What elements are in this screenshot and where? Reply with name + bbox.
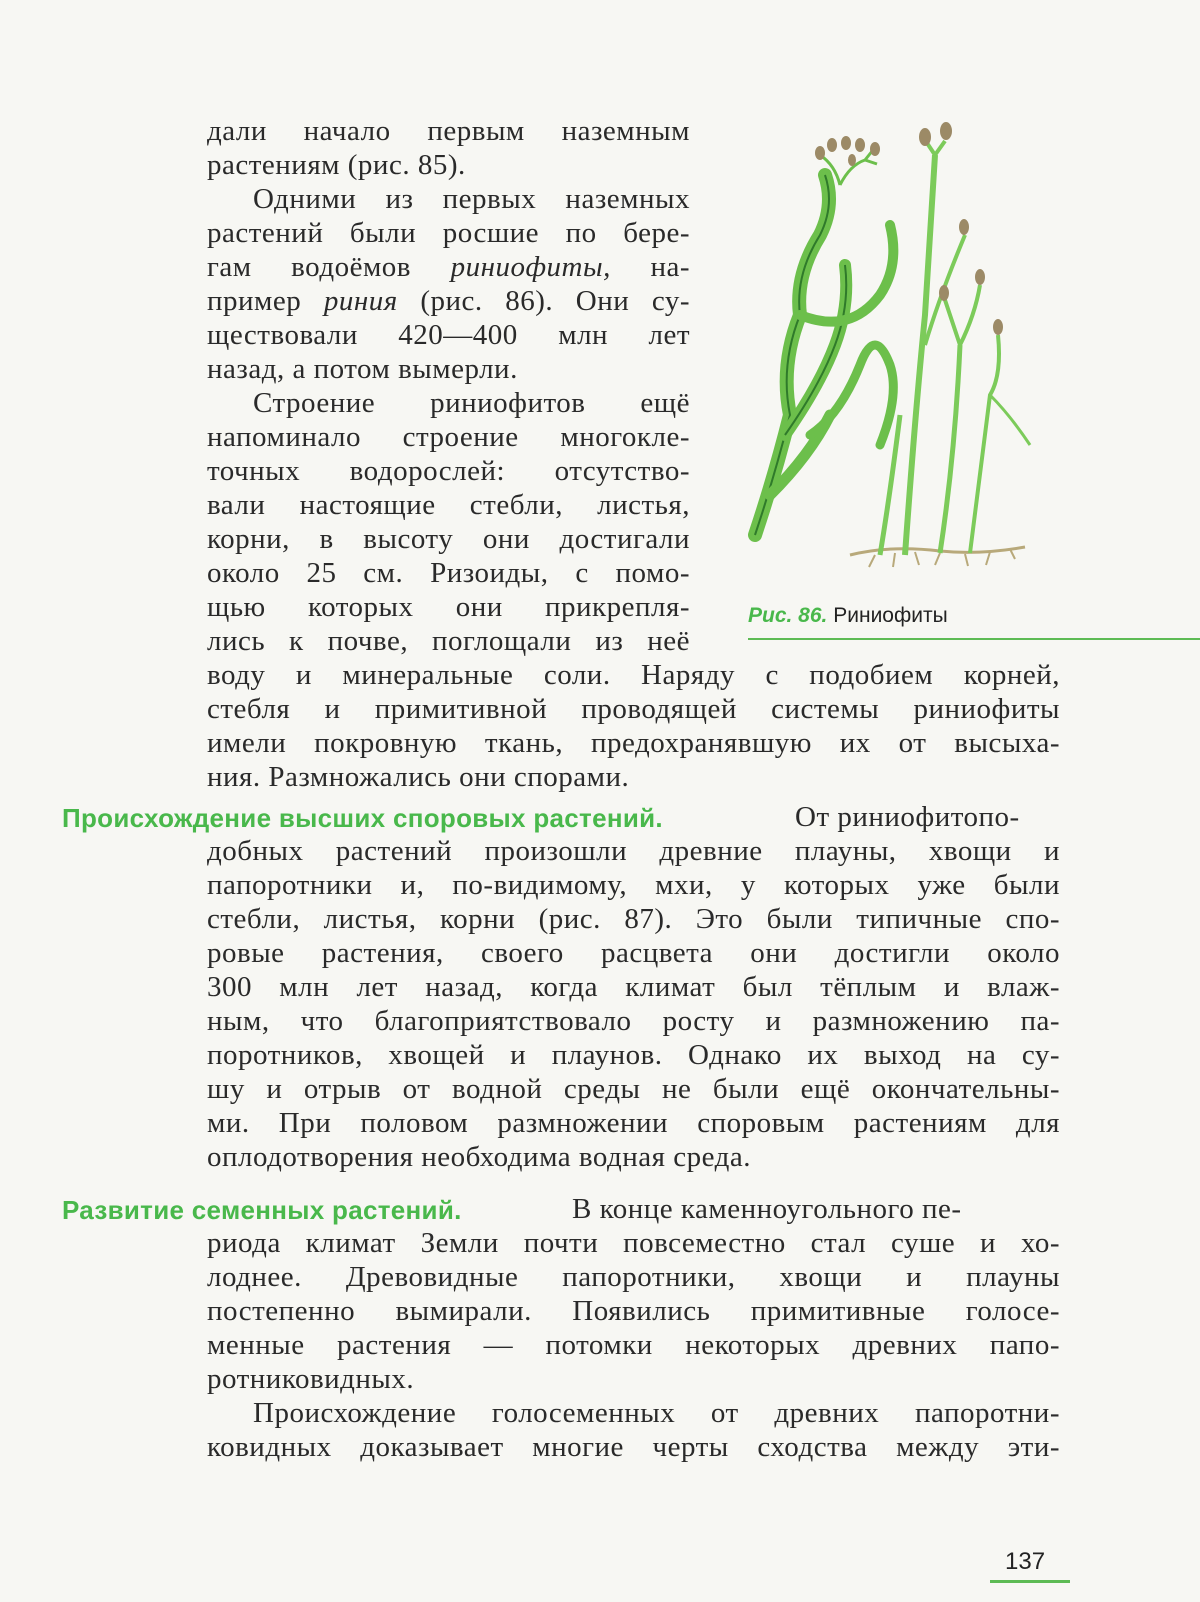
text-line: стебли, листья, корни (рис. 87). Это были типичные спо-: [207, 903, 1060, 935]
text-line: корни, в высоту они достигали: [207, 523, 690, 555]
text-line: вали настоящие стебли, листья,: [207, 489, 690, 521]
figure-caption: [748, 604, 948, 628]
text-line: растениям (рис. 85).: [207, 149, 466, 181]
text-line: менные растения — потомки некоторых древних папо-: [207, 1329, 1060, 1361]
text-line: Строение риниофитов ещё: [253, 387, 690, 419]
text-segment: пример: [207, 285, 302, 317]
page-number-rule: [990, 1580, 1070, 1583]
figure-riniophytes: [740, 115, 1040, 585]
text-line: дали начало первым наземным: [207, 115, 690, 147]
term-rhynia: риния: [323, 285, 398, 317]
text-line: точных водорослей: отсутство-: [207, 455, 690, 487]
section-heading: Происхождение высших споровых растений.: [62, 803, 663, 833]
text-line: добных растений произошли древние плауны, хвощи и: [207, 835, 1060, 867]
text-line: Одними из первых наземных: [253, 183, 690, 215]
figure-number: Рис. 86.: [748, 604, 828, 627]
term-riniophytes: риниофиты,: [450, 251, 611, 283]
caption-rule: [748, 638, 1200, 640]
text-line: ществовали 420—400 млн лет: [207, 319, 690, 351]
text-line: риода климат Земли почти повсеместно стал суше и хо-: [207, 1227, 1060, 1259]
riniophytes-illustration: [740, 115, 1040, 585]
text-line: поротников, хвощей и плаунов. Однако их выход на су-: [207, 1039, 1060, 1071]
text-line: В конце каменноугольного пе-: [572, 1193, 962, 1225]
text-line: ным, что благоприятствовало росту и размножению па-: [207, 1005, 1060, 1037]
text-line: лись к почве, поглощали из неё: [207, 625, 690, 657]
text-segment: на-: [650, 251, 691, 283]
text-line: ния. Размножались они спорами.: [207, 761, 630, 793]
text-segment: гам водоёмов: [207, 251, 412, 283]
text-line: ковидных доказывает многие черты сходства между эти-: [207, 1431, 1060, 1463]
text-line: около 25 см. Ризоиды, с помо-: [207, 557, 690, 589]
text-line: ми. При половом размножении споровым растениям для: [207, 1107, 1060, 1139]
text-line: ротниковидных.: [207, 1363, 415, 1395]
figure-caption-text: Риниофиты: [833, 604, 948, 627]
text-line: имели покровную ткань, предохранявшую их от высыха-: [207, 727, 1060, 759]
text-line: стебля и примитивной проводящей системы риниофиты: [207, 693, 1060, 725]
text-segment: (рис. 86). Они су-: [420, 285, 691, 317]
text-line: шу и отрыв от водной среды не были ещё окончательны-: [207, 1073, 1060, 1105]
text-line: растений были росшие по бере-: [207, 217, 690, 249]
text-line: [207, 284, 690, 318]
text-line: От риниофитопо-: [795, 801, 1020, 833]
text-line: щью которых они прикрепля-: [207, 591, 690, 623]
text-line: лоднее. Древовидные папоротники, хвощи и плауны: [207, 1261, 1060, 1293]
text-line: напоминало строение многокле-: [207, 421, 690, 453]
text-line: ровые растения, своего расцвета они достигли около: [207, 937, 1060, 969]
text-line: 300 млн лет назад, когда климат был тёплым и влаж-: [207, 971, 1060, 1003]
text-line: Происхождение голосеменных от древних папоротни-: [253, 1397, 1060, 1429]
text-line: [207, 250, 690, 284]
text-line: постепенно вымирали. Появились примитивные голосе-: [207, 1295, 1060, 1327]
page-number: 137: [1005, 1548, 1046, 1575]
section-heading: Развитие семенных растений.: [62, 1195, 462, 1225]
text-line: воду и минеральные соли. Наряду с подобием корней,: [207, 659, 1060, 691]
text-line: назад, а потом вымерли.: [207, 353, 518, 385]
text-line: папоротники и, по-видимому, мхи, у которых уже были: [207, 869, 1060, 901]
text-line: оплодотворения необходима водная среда.: [207, 1141, 751, 1173]
